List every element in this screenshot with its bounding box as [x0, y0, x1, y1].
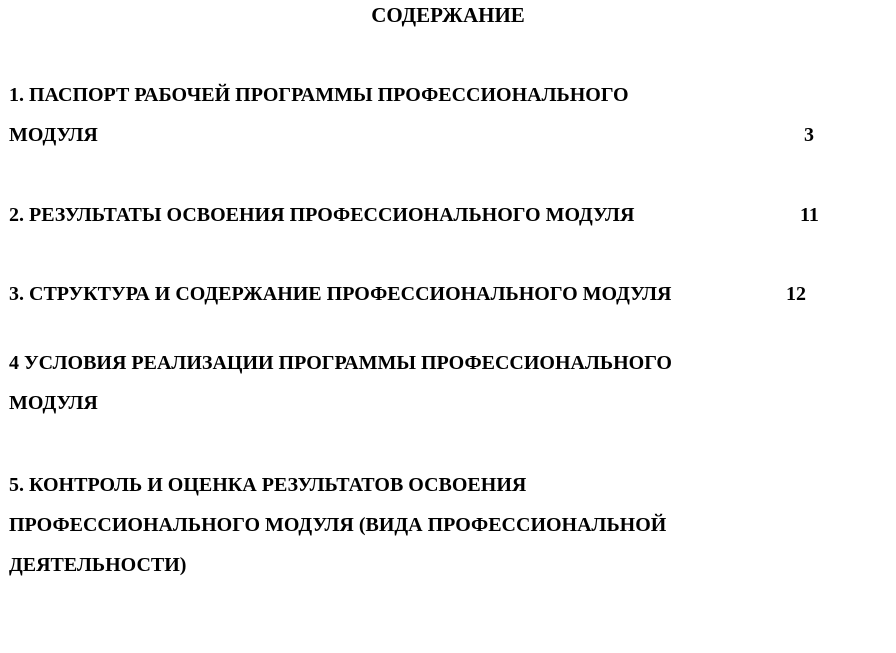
toc-entry-5-line-1: 5. КОНТРОЛЬ И ОЦЕНКА РЕЗУЛЬТАТОВ ОСВОЕНИЯ — [9, 474, 527, 496]
toc-entry-5-line-2: ПРОФЕССИОНАЛЬНОГО МОДУЛЯ (ВИДА ПРОФЕССИОНАЛЬНОЙ — [9, 514, 667, 536]
toc-entry-1-line-2: МОДУЛЯ — [9, 124, 98, 146]
toc-entry-1-page-number: 3 — [804, 124, 814, 146]
toc-entry-4-line-2: МОДУЛЯ — [9, 392, 98, 414]
toc-entry-1-line-1: 1. ПАСПОРТ РАБОЧЕЙ ПРОГРАММЫ ПРОФЕССИОНАЛЬНОГО — [9, 84, 629, 106]
toc-entry-2-page-number: 11 — [800, 204, 819, 226]
toc-entry-2-line-1: 2. РЕЗУЛЬТАТЫ ОСВОЕНИЯ ПРОФЕССИОНАЛЬНОГО МОДУЛЯ — [9, 204, 635, 226]
toc-entry-4-line-1: 4 УСЛОВИЯ РЕАЛИЗАЦИИ ПРОГРАММЫ ПРОФЕССИОНАЛЬНОГО — [9, 352, 672, 374]
toc-entry-5-line-3: ДЕЯТЕЛЬНОСТИ) — [9, 554, 187, 576]
toc-entry-3-line-1: 3. СТРУКТУРА И СОДЕРЖАНИЕ ПРОФЕССИОНАЛЬНОГО МОДУЛЯ — [9, 283, 672, 305]
toc-entry-3-page-number: 12 — [786, 283, 806, 305]
document-title: СОДЕРЖАНИЕ — [371, 3, 525, 27]
